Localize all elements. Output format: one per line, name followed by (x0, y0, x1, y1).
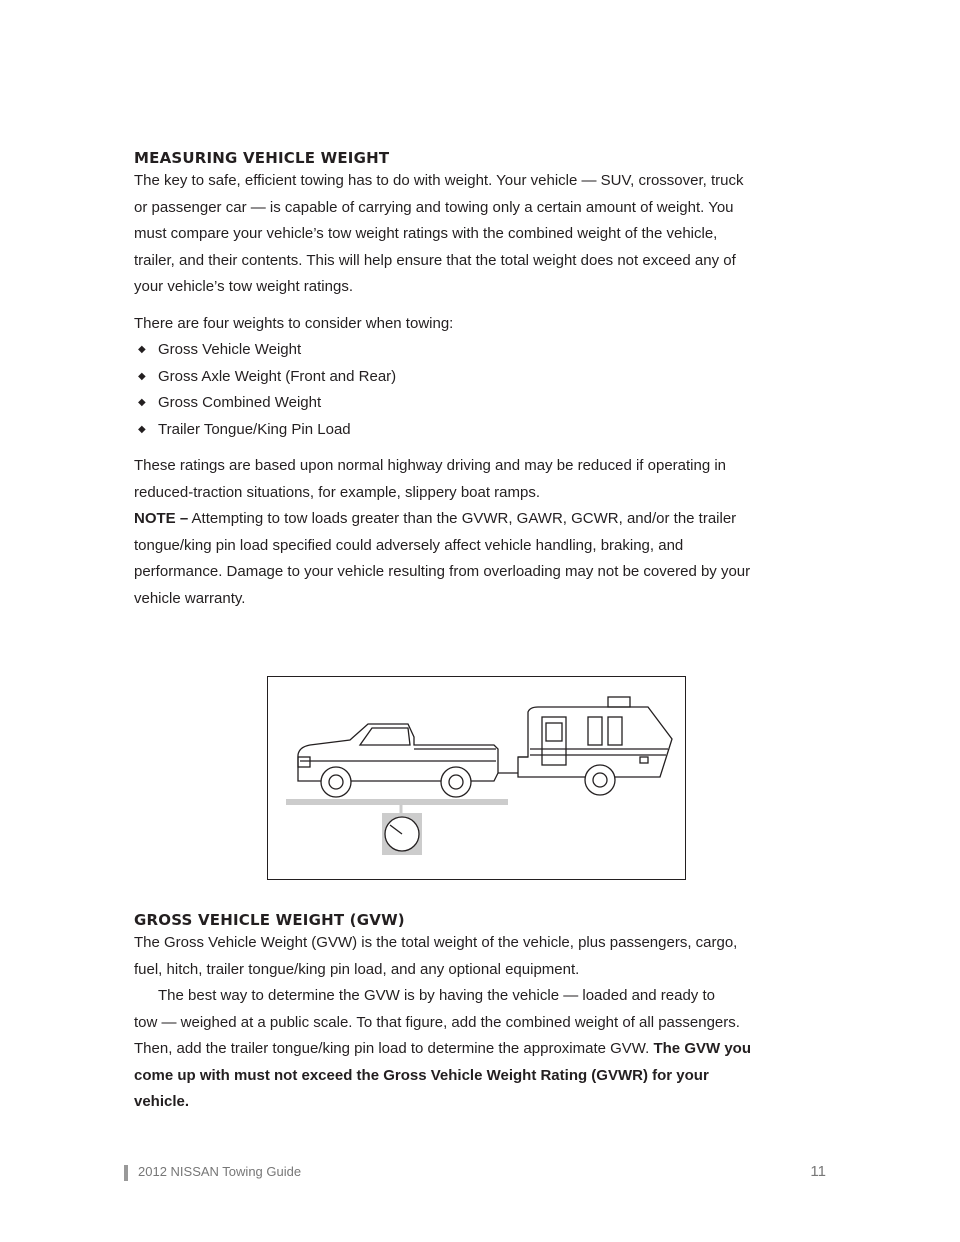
weights-list (134, 337, 834, 443)
body-line: These ratings are based upon normal highway driving and may be reduced if operating in (134, 457, 727, 474)
page-number: 11 (810, 1163, 826, 1180)
body-line: vehicle warranty. (134, 589, 246, 607)
body-line: must compare your vehicle’s tow weight ratings with the combined weight of the vehicle, (134, 225, 718, 242)
truck-trailer-scale-icon (268, 677, 684, 878)
list-item: ◆ Gross Axle Weight (Front and Rear) (134, 364, 834, 391)
body-line: The best way to determine the GVW is by having the vehicle — loaded and ready to (158, 987, 715, 1004)
body-line: tow — weighed at a public scale. To that figure, add the combined weight of all passengers. (134, 1013, 740, 1031)
list-item: ◆ Trailer Tongue/King Pin Load (134, 417, 834, 444)
body-line: trailer, and their contents. This will help ensure that the total weight does not exceed any of (134, 251, 736, 269)
heading-measuring-vehicle-weight: MEASURING VEHICLE WEIGHT (134, 149, 390, 167)
list-item: ◆ Gross Combined Weight (134, 390, 834, 417)
heading-gross-vehicle-weight: GROSS VEHICLE WEIGHT (GVW) (134, 911, 405, 929)
body-line: The key to safe, efficient towing has to do with weight. Your vehicle — SUV, crossover, truck (134, 172, 744, 189)
diamond-bullet-icon: ◆ (138, 370, 146, 382)
footer-title: 2012 NISSAN Towing Guide (138, 1164, 302, 1179)
towing-scale-illustration (267, 676, 686, 880)
body-line: fuel, hitch, trailer tongue/king pin load, and any optional equipment. (134, 960, 580, 978)
weights-intro: There are four weights to consider when towing: (134, 314, 454, 332)
emphasis-line: come up with must not exceed the Gross Vehicle Weight Rating (GVWR) for your (134, 1066, 709, 1084)
diamond-bullet-icon: ◆ (138, 397, 146, 408)
body-line: performance. Damage to your vehicle resulting from overloading may not be covered by your (134, 563, 751, 580)
emphasis-text: The GVW you (653, 1040, 751, 1057)
spacer (134, 443, 834, 453)
spacer (134, 301, 834, 311)
emphasis-line: vehicle. (134, 1093, 190, 1110)
body-line: your vehicle’s tow weight ratings. (134, 278, 353, 295)
body-line: The Gross Vehicle Weight (GVW) is the total weight of the vehicle, plus passengers, cargo, (134, 934, 738, 951)
body-line: reduced-traction situations, for example, slippery boat ramps. (134, 483, 541, 501)
section-gvw (134, 910, 834, 1116)
page-footer (124, 1164, 834, 1184)
note-label: NOTE – (134, 510, 189, 527)
body-line: Then, add the trailer tongue/king pin load to determine the approximate GVW. The GVW you (134, 1040, 751, 1057)
section-measuring (134, 148, 834, 612)
list-item: ◆ Gross Vehicle Weight (134, 337, 834, 364)
body-line: tongue/king pin load specified could adversely affect vehicle handling, braking, and (134, 536, 684, 554)
diamond-bullet-icon: ◆ (138, 344, 146, 355)
diamond-bullet-icon: ◆ (138, 423, 146, 435)
note-line: NOTE – Attempting to tow loads greater than the GVWR, GAWR, GCWR, and/or the trailer (134, 510, 737, 527)
body-line: or passenger car — is capable of carrying and towing only a certain amount of weight. You (134, 198, 734, 216)
footer-bar (124, 1165, 128, 1181)
